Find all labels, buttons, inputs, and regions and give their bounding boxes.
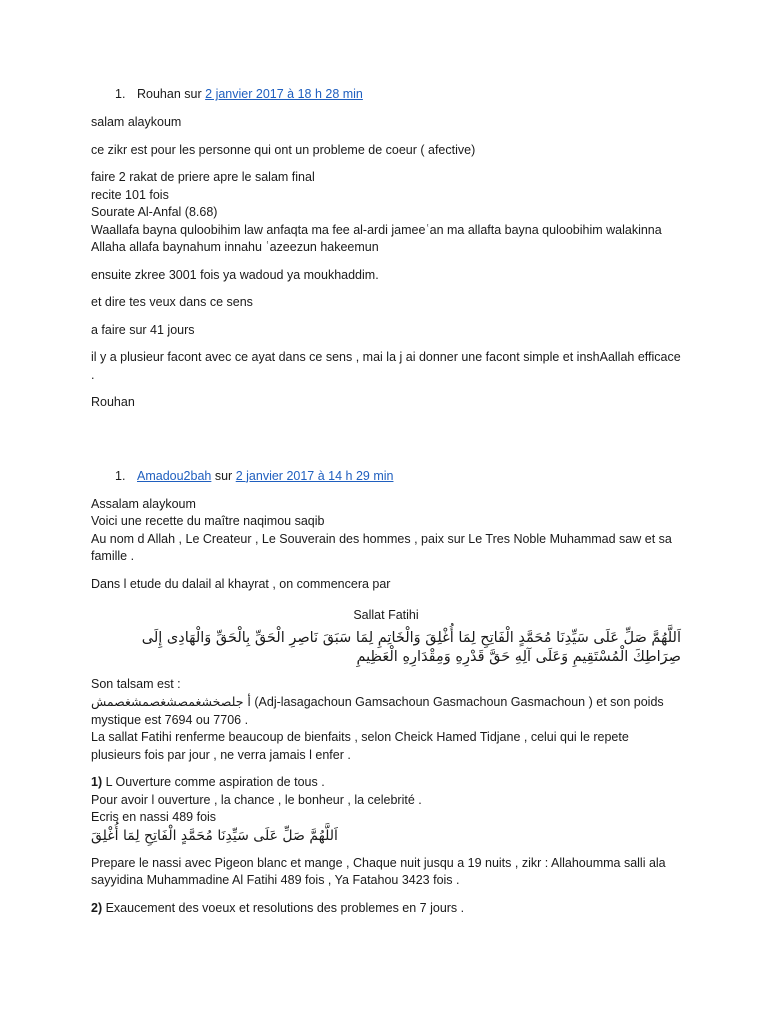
text-line xyxy=(91,774,681,792)
text-line: Assalam alaykoum xyxy=(91,496,196,511)
text-line: il y a plusieur facont avec ce ayat dans ce sens , mai la j ai donner une facont simple et inshAallah efficace . xyxy=(91,350,681,382)
comment-date-link[interactable]: 2 janvier 2017 à 14 h 29 min xyxy=(235,468,394,483)
arabic-prayer-short: اَللَّهُمَّ صَلِّ عَلَى سَيِّدِنَا مُحَمَّدٍ الْفَاتِحِ لِمَا أُغْلِقَ xyxy=(91,827,338,844)
text-line: Prepare le nassi avec Pigeon blanc et mange , Chaque nuit jusqu a 19 nuits , zikr : Allahoumma salli ala sayyidina Muhammadine Al Fatihi 489 fois , Ya Fatahou 3423 fois . xyxy=(91,855,666,887)
text-line: Son talsam est : xyxy=(91,676,181,691)
text-line: Voici une recette du maître naqimou saqib xyxy=(91,514,325,528)
text-line: salam alaykoum xyxy=(91,115,182,129)
text-line: Pour avoir l ouverture , la chance , le bonheur , la celebrité . xyxy=(91,792,422,807)
text-line: Au nom d Allah , Le Createur , Le Souverain des hommes , paix sur Le Tres Noble Muhammad saw et sa famille . xyxy=(91,531,672,563)
list-number: 1. xyxy=(115,468,126,483)
comment-header xyxy=(91,468,681,486)
text-line: ensuite zkree 3001 fois ya wadoud ya moukhaddim. xyxy=(91,267,379,282)
text-line: faire 2 rakat de priere apre le salam final xyxy=(91,170,315,184)
document-page xyxy=(91,86,681,917)
arabic-talisman: أ جلصخشغمصشغصمشغصمش xyxy=(91,694,251,709)
signature-line: Rouhan xyxy=(91,395,135,409)
text-line: Dans l etude du dalail al khayrat , on commencera par xyxy=(91,576,391,591)
sur-text: sur xyxy=(214,468,233,483)
text-line xyxy=(91,900,681,918)
comment-author-link[interactable]: Amadou2bah xyxy=(137,468,212,483)
item-number: 2) xyxy=(91,900,103,915)
comment-header xyxy=(91,86,681,104)
text-line: Waallafa bayna quloobihim law anfaqta ma fee al-ardi jameeʿan ma allafta bayna quloobihim walakinna Allaha allafa baynahum innahu ʿazeezun hakeemun xyxy=(91,222,662,254)
text-line xyxy=(91,693,681,729)
item-title: Exaucement des voeux et resolutions des problemes en 7 jours . xyxy=(102,900,465,915)
text-line: et dire tes veux dans ce sens xyxy=(91,295,253,309)
talisman-description: (Adj-lasagachoun Gamsachoun Gasmachoun Gasmachoun ) et son poids mystique est 7694 ou 7706 . xyxy=(91,695,664,727)
text-line: Sourate Al-Anfal (8.68) xyxy=(91,205,218,219)
comment-date-link[interactable]: 2 janvier 2017 à 18 h 28 min xyxy=(205,87,363,101)
text-line: a faire sur 41 jours xyxy=(91,322,195,337)
text-line: La sallat Fatihi renferme beaucoup de bienfaits , selon Cheick Hamed Tidjane , celui qui le repete plusieurs fois par jour , ne verra jamais l enfer . xyxy=(91,730,629,762)
text-line: Ecris en nassi 489 fois xyxy=(91,810,217,824)
item-title: L Ouverture comme aspiration de tous . xyxy=(102,775,325,789)
sur-text: sur xyxy=(184,87,202,101)
comment-author: Rouhan xyxy=(137,87,181,101)
text-line: ce zikr est pour les personne qui ont un probleme de coeur ( afective) xyxy=(91,142,476,157)
text-line: recite 101 fois xyxy=(91,187,169,202)
arabic-prayer: اَللَّهُمَّ صَلِّ عَلَى سَيِّدِنَا مُحَمَّدٍ الْفَاتِحِ لِمَا أُغْلِقَ وَالْخَاتِمِ لِمَا سَبَقَ نَاصِرِ الْحَقِّ بِالْحَقِّ وَالْهَادِى إِلَى صِرَاطِكَ الْمُسْتَقِيمِ وَعَلَى آلِهِ حَقَّ قَدْرِهِ وَمِقْدَارِهِ الْعَظِيمِ xyxy=(141,629,681,665)
item-number: 1) xyxy=(91,775,103,789)
section-title: Sallat Fatihi xyxy=(353,608,419,622)
list-number: 1. xyxy=(115,87,126,101)
